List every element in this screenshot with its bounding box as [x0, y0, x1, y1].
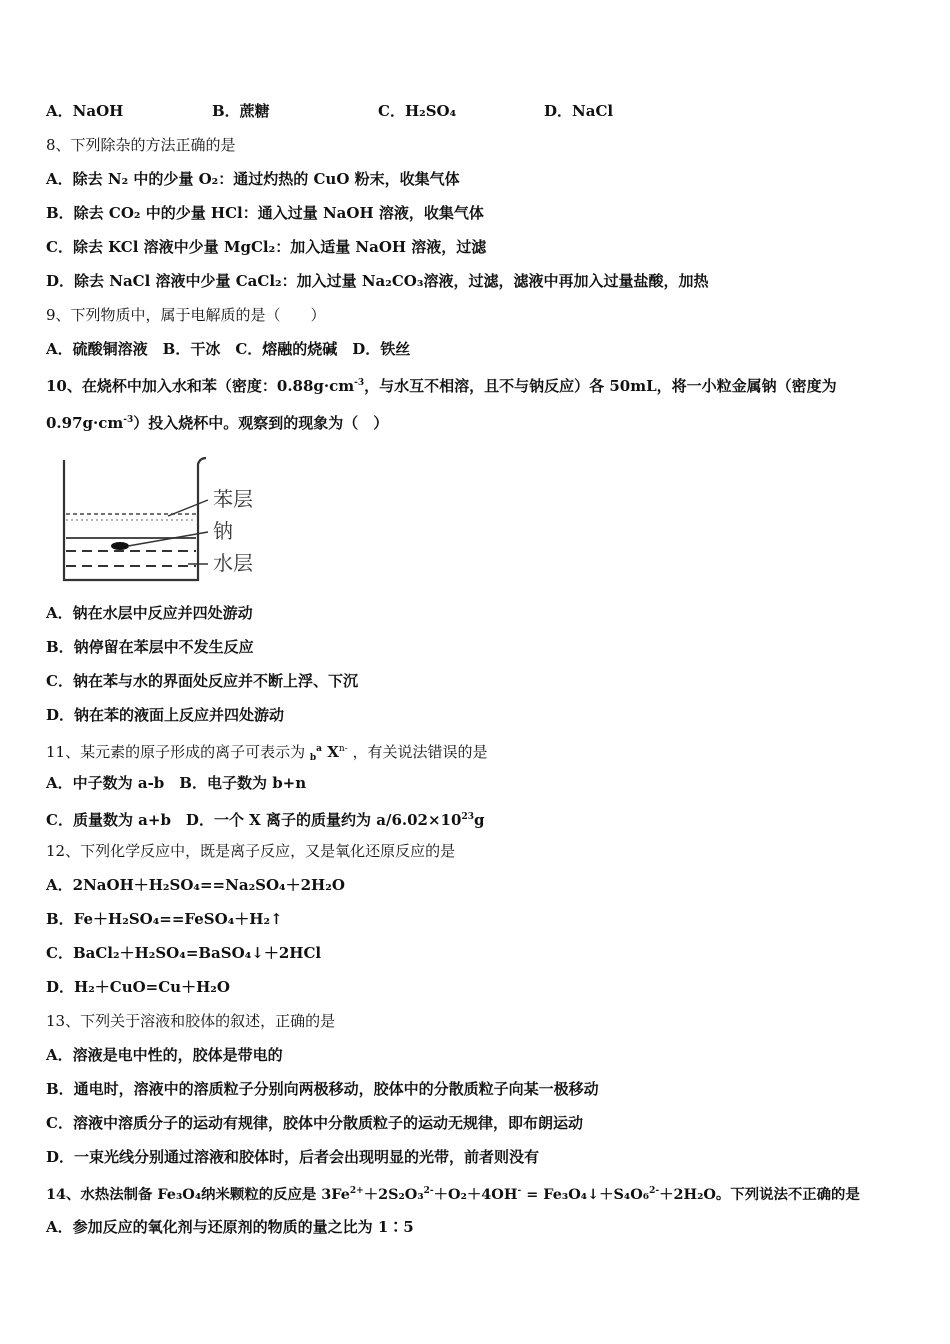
beaker-figure — [58, 456, 278, 584]
sodium-piece — [111, 542, 129, 550]
q7-option-c: C．H₂SO₄ — [378, 102, 457, 120]
leader-sodium — [128, 532, 208, 546]
q10-option-b: B．钠停留在苯层中不发生反应 — [46, 638, 254, 656]
q11-options-ab: A．中子数为 a-b B．电子数为 b+n — [46, 774, 307, 792]
q14-option-a: A．参加反应的氧化剂与还原剂的物质的量之比为 1∶5 — [46, 1218, 414, 1236]
q11-stem: 11、某元素的原子形成的离子可表示为 $_b^a$ $X^{n-}$ ，有关说法错误的是 — [46, 743, 488, 763]
q8-option-b: B．除去 CO₂ 中的少量 HCl：通入过量 NaOH 溶液，收集气体 — [46, 204, 484, 222]
q12-option-d: D．H₂＋CuO=Cu＋H₂O — [46, 978, 230, 996]
q13-stem: 13、下列关于溶液和胶体的叙述，正确的是 — [46, 1012, 336, 1030]
q8-option-d: D．除去 NaCl 溶液中少量 CaCl₂：加入过量 Na₂CO₃溶液，过滤，滤液中再加入过量盐酸，加热 — [46, 272, 709, 290]
q11-options-cd: C．质量数为 a+b D．一个 X 离子的质量约为 $a/6.02\times 10^{23}g$ — [46, 811, 485, 829]
label-water-layer: 水层 — [213, 551, 253, 575]
q12-option-a: A．2NaOH＋H₂SO₄==Na₂SO₄＋2H₂O — [46, 876, 345, 894]
q9-stem: 9、下列物质中，属于电解质的是（ ） — [46, 306, 326, 324]
q7-option-b: B．蔗糖 — [212, 102, 270, 120]
q14-stem: 14、水热法制备 Fe₃O₄纳米颗粒的反应是 $3Fe^{2+}+2S_2O_3^{2-}+O_2+4OH^-$ = Fe₃O₄↓＋S₄O₆$^{2-}$＋2H₂O。下列说法不正确的是 — [46, 1186, 860, 1203]
q13-option-a: A．溶液是电中性的，胶体是带电的 — [46, 1046, 283, 1064]
q8-option-a: A．除去 N₂ 中的少量 O₂：通过灼热的 CuO 粉末，收集气体 — [46, 170, 460, 188]
q8-stem: 8、下列除杂的方法正确的是 — [46, 136, 236, 154]
q7-options — [46, 101, 613, 121]
q10-stem-line1: 10、在烧杯中加入水和苯（密度：$0.88g\cdot cm^{-3}$，与水互不相溶，且不与钠反应）各 50mL，将一小粒金属钠（密度为 — [46, 377, 837, 395]
label-sodium: 钠 — [213, 519, 233, 543]
q12-stem: 12、下列化学反应中，既是离子反应，又是氧化还原反应的是 — [46, 842, 456, 860]
q12-option-b: B．Fe＋H₂SO₄==FeSO₄＋H₂↑ — [46, 910, 283, 928]
q10-option-d: D．钠在苯的液面上反应并四处游动 — [46, 706, 285, 724]
q13-option-c: C．溶液中溶质分子的运动有规律，胶体中分散质粒子的运动无规律，即布朗运动 — [46, 1114, 583, 1132]
q7-option-a: A．NaOH — [46, 102, 124, 120]
q10-option-a: A．钠在水层中反应并四处游动 — [46, 604, 253, 622]
q9-options: A．硫酸铜溶液 B．干冰 C．熔融的烧碱 D．铁丝 — [46, 340, 411, 358]
q8-option-c: C．除去 KCl 溶液中少量 MgCl₂：加入适量 NaOH 溶液，过滤 — [46, 238, 487, 256]
beaker-outline — [64, 458, 206, 580]
q10-option-c: C．钠在苯与水的界面处反应并不断上浮、下沉 — [46, 672, 358, 690]
q12-option-c: C．BaCl₂＋H₂SO₄=BaSO₄↓＋2HCl — [46, 944, 322, 962]
q7-option-d: D．NaCl — [544, 102, 614, 120]
q13-option-b: B．通电时，溶液中的溶质粒子分别向两极移动，胶体中的分散质粒子向某一极移动 — [46, 1080, 599, 1098]
beaker-diagram — [58, 456, 278, 584]
q10-stem-line2: $0.97g\cdot cm^{-3}$）投入烧杯中。观察到的现象为（ ） — [46, 414, 389, 432]
q13-option-d: D．一束光线分别通过溶液和胶体时，后者会出现明显的光带，前者则没有 — [46, 1148, 540, 1166]
label-benzene-layer: 苯层 — [213, 487, 253, 511]
